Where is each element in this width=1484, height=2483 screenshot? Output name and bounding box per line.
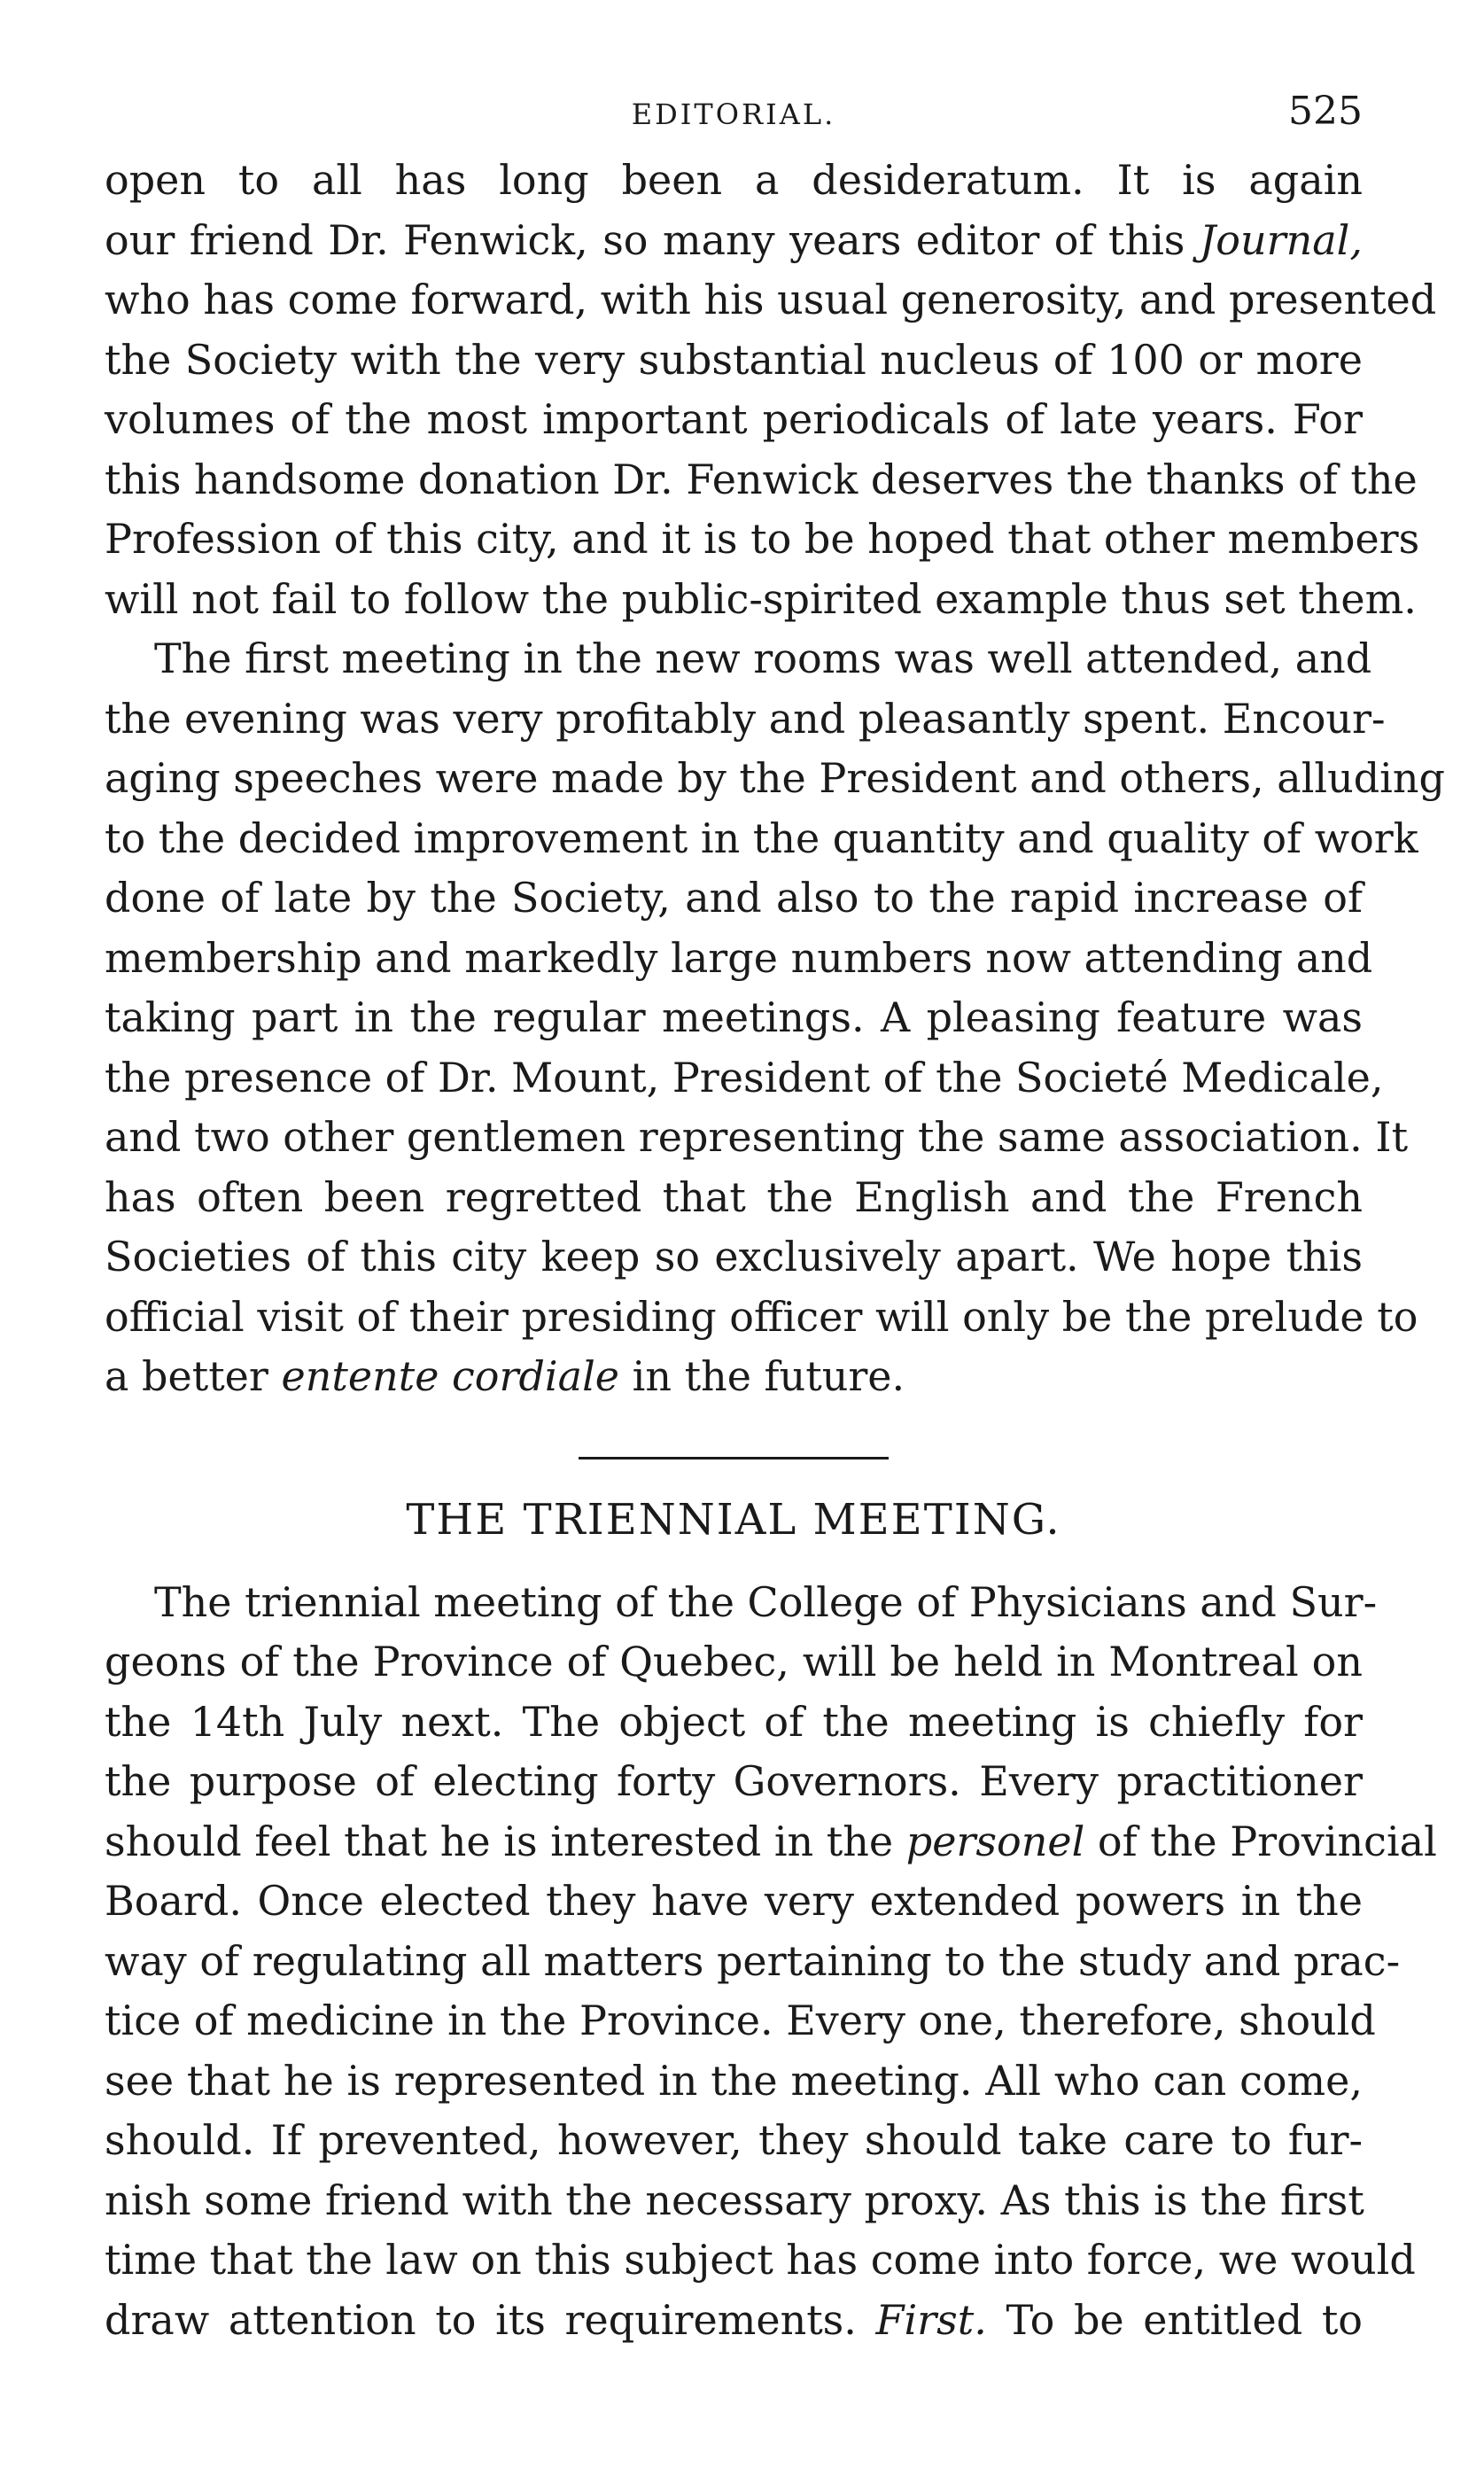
- text-line: done of late by the Society, and also to the rapid increase of: [105, 874, 1363, 922]
- text-line: The triennial meeting of the College of Physicians and Sur-: [154, 1577, 1378, 1626]
- text-line: the presence of Dr. Mount, President of the Societé Medicale,: [105, 1053, 1384, 1101]
- text-line: [105, 1812, 1437, 1872]
- text-span: To be entitled to: [1006, 2295, 1363, 2344]
- text-line: membership and markedly large numbers now attending and: [105, 933, 1373, 982]
- text-line: Societies of this city keep so exclusively apart. We hope this: [105, 1233, 1363, 1280]
- text-line: Board. Once elected they have very extended powers in the: [105, 1877, 1363, 1925]
- text-line: volumes of the most important periodicals of late years. For: [105, 395, 1363, 443]
- text-line: way of regulating all matters pertaining to the study and prac-: [105, 1936, 1401, 1985]
- text-line: this handsome donation Dr. Fenwick deserves the thanks of the: [105, 455, 1418, 503]
- text-line: to the decided improvement in the quantity and quality of work: [105, 813, 1418, 862]
- text-line: [105, 211, 1363, 271]
- text-line: taking part in the regular meetings. A pleasing feature was: [105, 993, 1363, 1041]
- text-line: aging speeches were made by the President and others, alluding: [105, 754, 1445, 802]
- italic-personel: personel: [905, 1817, 1085, 1865]
- text-line: time that the law on this subject has come into force, we would: [105, 2236, 1416, 2284]
- section-divider: [579, 1457, 889, 1459]
- text-line: nish some friend with the necessary proxy. As this is the first: [105, 2176, 1364, 2224]
- paragraph-first-meeting: [105, 629, 1445, 1407]
- text-line: and two other gentlemen representing the same association. It: [105, 1113, 1409, 1161]
- text-line: The first meeting in the new rooms was well attended, and: [154, 634, 1372, 682]
- text-line: official visit of their presiding officer will only be the prelude to: [105, 1292, 1418, 1341]
- italic-first: First.: [875, 2295, 987, 2344]
- text-line: the purpose of electing forty Governors. Every practitioner: [105, 1757, 1363, 1805]
- text-line: see that he is represented in the meeting. All who can come,: [105, 2056, 1363, 2105]
- text-line: should. If prevented, however, they should take care to fur-: [105, 2116, 1363, 2164]
- paragraph-triennial-meeting: [105, 1573, 1437, 2351]
- text-span: draw attention to its requirements.: [105, 2295, 857, 2344]
- text-line: the Society with the very substantial nucleus of 100 or more: [105, 335, 1363, 384]
- text-span: a better: [105, 1352, 268, 1400]
- text-line: [105, 1347, 1363, 1407]
- text-line: who has come forward, with his usual generosity, and presented: [105, 276, 1437, 323]
- italic-journal: Journal,: [1199, 215, 1363, 264]
- running-header: [105, 89, 1363, 151]
- paragraph-library-donation: [105, 151, 1437, 629]
- text-span: our friend Dr. Fenwick, so many years editor of this: [105, 215, 1185, 264]
- section-heading: THE TRIENNIAL MEETING.: [406, 1494, 1061, 1545]
- text-line: the evening was very profitably and pleasantly spent. Encour-: [105, 694, 1386, 743]
- text-line: open to all has long been a desideratum. It is again: [105, 156, 1363, 204]
- page-number: 525: [1288, 89, 1363, 134]
- text-span: of the Provincial: [1097, 1817, 1437, 1865]
- text-span: in the future.: [632, 1352, 905, 1400]
- text-line: tice of medicine in the Province. Every one, therefore, should: [105, 1997, 1376, 2044]
- text-line: has often been regretted that the English and the French: [105, 1172, 1363, 1221]
- text-line: geons of the Province of Quebec, will be held in Montreal on: [105, 1638, 1363, 1685]
- text-line: Profession of this city, and it is to be hoped that other members: [105, 515, 1420, 563]
- text-span: should feel that he is interested in the: [105, 1817, 894, 1865]
- text-line: the 14th July next. The object of the meeting is chiefly for: [105, 1697, 1363, 1746]
- text-line: [105, 2291, 1363, 2351]
- italic-entente-cordiale: entente cordiale: [281, 1352, 620, 1400]
- running-title: EDITORIAL.: [631, 97, 836, 131]
- text-line: will not fail to follow the public-spirited example thus set them.: [105, 574, 1417, 623]
- document-page: [105, 89, 1445, 2350]
